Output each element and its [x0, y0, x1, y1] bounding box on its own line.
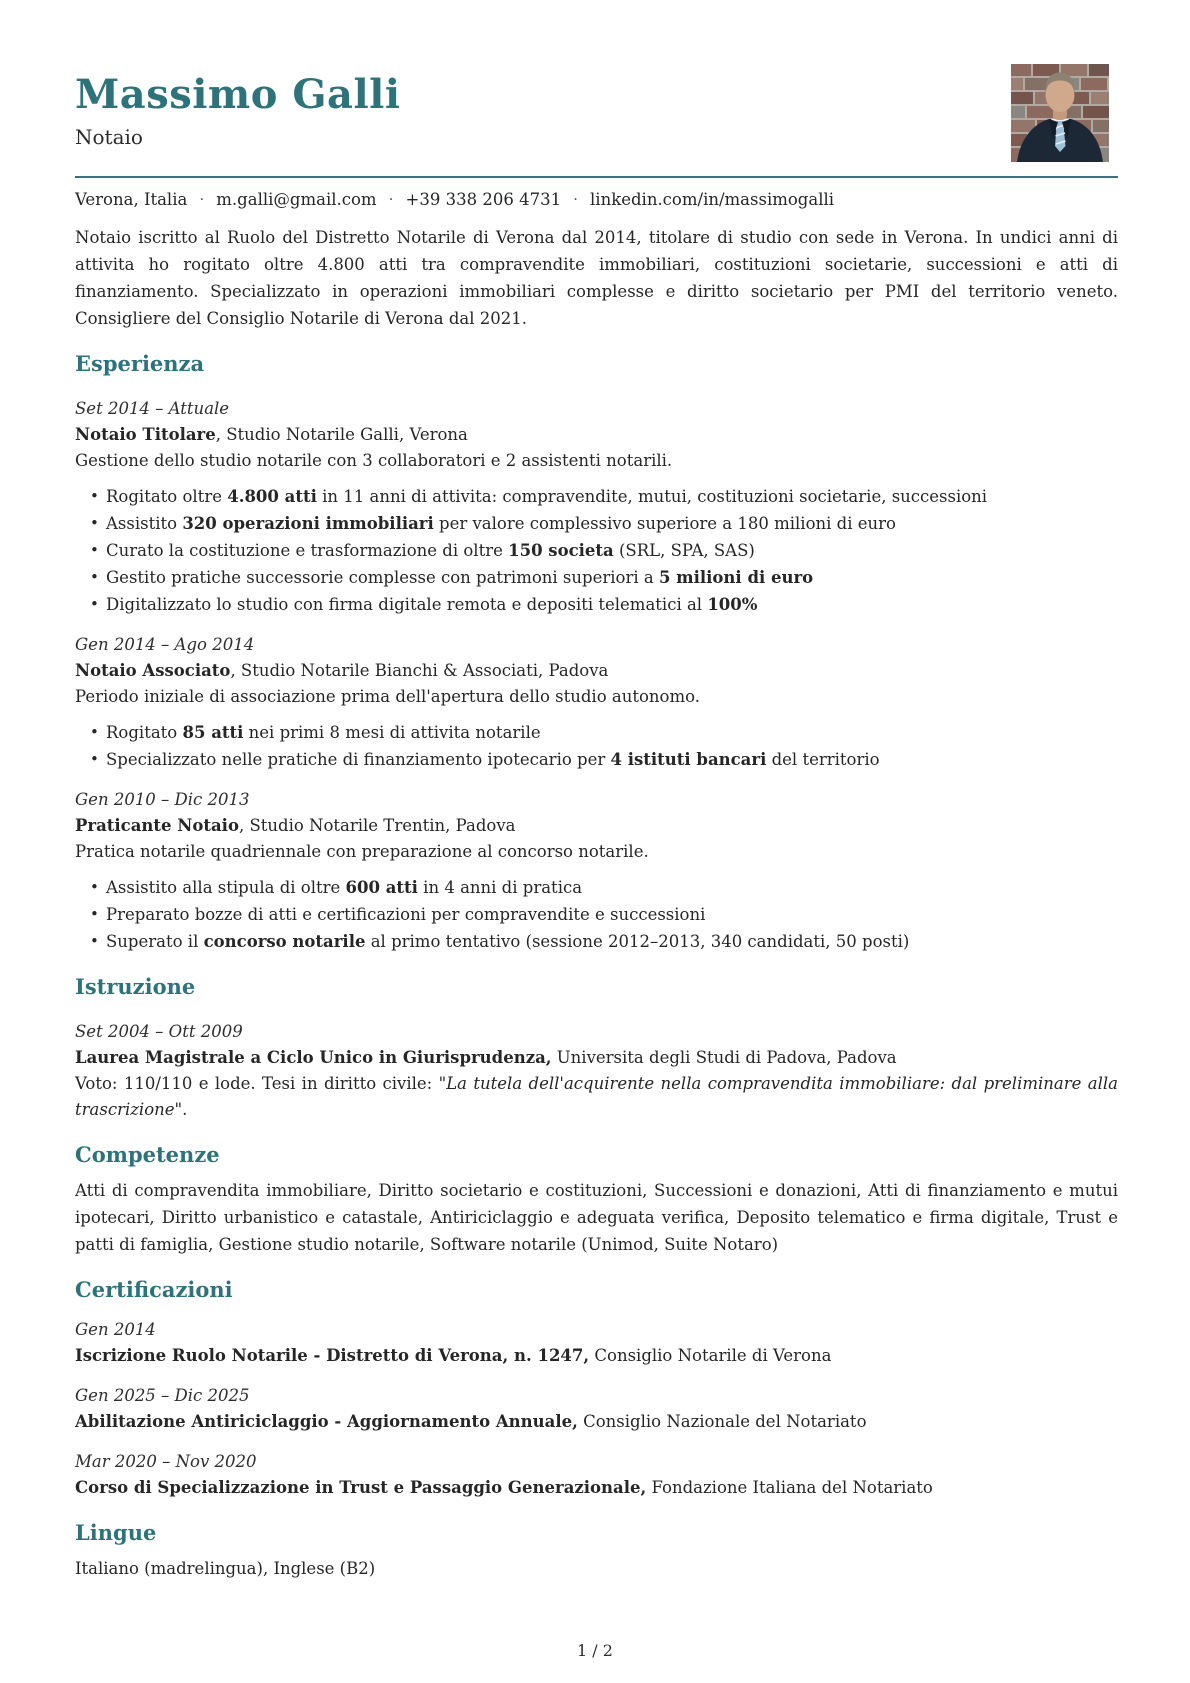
highlight-item: • Rogitato oltre 4.800 atti in 11 anni di attivita: compravendite, mutui, costituzioni societarie, successioni	[106, 483, 1118, 510]
profile-photo	[1011, 64, 1109, 162]
experience-1-title: Notaio Titolare, Studio Notarile Galli, Verona	[75, 425, 468, 444]
section-heading-lingue: Lingue	[75, 1520, 157, 1545]
person-name: Massimo Galli	[75, 71, 401, 118]
certification-1-dates: Gen 2014	[75, 1320, 156, 1339]
highlight-item: • Rogitato 85 atti nei primi 8 mesi di attivita notarile	[106, 719, 1118, 746]
languages-paragraph: Italiano (madrelingua), Inglese (B2)	[75, 1559, 376, 1578]
certification-item-3	[75, 1449, 1118, 1501]
section-heading-istruzione: Istruzione	[75, 974, 196, 999]
contact-separator: ·	[199, 192, 205, 208]
education-dates: Set 2004 – Ott 2009	[75, 1022, 243, 1041]
highlight-item: • Digitalizzato lo studio con firma digitale remota e depositi telematici al 100%	[106, 591, 1118, 618]
experience-3-description: Pratica notarile quadriennale con preparazione al concorso notarile.	[75, 842, 649, 861]
experience-2-dates: Gen 2014 – Ago 2014	[75, 635, 255, 654]
contact-line	[75, 187, 1118, 213]
contact-phone: +39 338 206 4731	[405, 190, 562, 209]
summary-paragraph: Notaio iscritto al Ruolo del Distretto Notarile di Verona dal 2014, titolare di studio con sede in Verona. In undici anni di attivita ho rogitato oltre 4.800 atti tra compravendite immobiliari, costituzioni societarie, successioni e atti di finanziamento. Specializzato in operazioni immobiliari complesse e diritto societario per PMI del territorio veneto. Consigliere del Consiglio Notarile di Verona dal 2021.	[75, 228, 1118, 328]
experience-2-title: Notaio Associato, Studio Notarile Bianchi & Associati, Padova	[75, 661, 609, 680]
experience-entry-1	[75, 422, 1118, 618]
contact-separator: ·	[388, 192, 394, 208]
contact-email[interactable]: m.galli@gmail.com	[216, 190, 377, 209]
section-heading-certificazioni: Certificazioni	[75, 1277, 233, 1302]
highlight-item: • Preparato bozze di atti e certificazioni per compravendite e successioni	[106, 901, 1118, 928]
highlight-item: • Gestito pratiche successorie complesse con patrimoni superiori a 5 milioni di euro	[106, 564, 1118, 591]
contact-location: Verona, Italia	[75, 190, 188, 209]
experience-3-dates: Gen 2010 – Dic 2013	[75, 790, 250, 809]
person-job-title: Notaio	[75, 125, 143, 149]
header-divider	[75, 176, 1118, 178]
experience-2-description: Periodo iniziale di associazione prima dell'apertura dello studio autonomo.	[75, 687, 701, 706]
education-title: Laurea Magistrale a Ciclo Unico in Giurisprudenza, Universita degli Studi di Padova, Padova	[75, 1048, 897, 1067]
portrait-photo-image	[1011, 64, 1109, 162]
header	[75, 72, 1118, 150]
highlight-item: • Assistito 320 operazioni immobiliari per valore complessivo superiore a 180 milioni di euro	[106, 510, 1118, 537]
contact-linkedin[interactable]: linkedin.com/in/massimogalli	[590, 190, 835, 209]
certification-item-2	[75, 1383, 1118, 1435]
education-entry	[75, 1045, 1118, 1123]
experience-entry-3	[75, 813, 1118, 955]
section-heading-esperienza: Esperienza	[75, 351, 205, 376]
experience-1-dates: Set 2014 – Attuale	[75, 399, 230, 418]
certification-3-title: Corso di Specializzazione in Trust e Passaggio Generazionale, Fondazione Italiana del Notariato	[75, 1478, 933, 1497]
certification-3-dates: Mar 2020 – Nov 2020	[75, 1452, 257, 1471]
certification-2-dates: Gen 2025 – Dic 2025	[75, 1386, 250, 1405]
highlight-item: • Assistito alla stipula di oltre 600 atti in 4 anni di pratica	[106, 874, 1118, 901]
experience-1-highlights	[75, 483, 1118, 618]
page-number: 1 / 2	[577, 1641, 613, 1660]
certification-1-title: Iscrizione Ruolo Notarile - Distretto di Verona, n. 1247, Consiglio Notarile di Verona	[75, 1346, 832, 1365]
section-heading-competenze: Competenze	[75, 1142, 220, 1167]
experience-entry-2	[75, 658, 1118, 773]
certification-2-title: Abilitazione Antiriciclaggio - Aggiornamento Annuale, Consiglio Nazionale del Notariato	[75, 1412, 867, 1431]
highlight-item: • Superato il concorso notarile al primo tentativo (sessione 2012–2013, 340 candidati, 50 posti)	[106, 928, 1118, 955]
contact-separator: ·	[573, 192, 578, 208]
experience-2-highlights	[75, 719, 1118, 773]
skills-paragraph: Atti di compravendita immobiliare, Diritto societario e costituzioni, Successioni e donazioni, Atti di finanziamento e mutui ipotecari, Diritto urbanistico e catastale, Antiriciclaggio e adeguata verifica, Deposito telematico e firma digitale, Trust e patti di famiglia, Gestione studio notarile, Software notarile (Unimod, Suite Notaro)	[75, 1181, 1118, 1254]
certification-item-1	[75, 1317, 1118, 1369]
experience-3-title: Praticante Notaio, Studio Notarile Trentin, Padova	[75, 816, 516, 835]
highlight-item: • Specializzato nelle pratiche di finanziamento ipotecario per 4 istituti bancari del territorio	[106, 746, 1118, 773]
experience-3-highlights	[75, 874, 1118, 955]
experience-1-description: Gestione dello studio notarile con 3 collaboratori e 2 assistenti notarili.	[75, 451, 673, 470]
highlight-item: • Curato la costituzione e trasformazione di oltre 150 societa (SRL, SPA, SAS)	[106, 537, 1118, 564]
education-detail: Voto: 110/110 e lode. Tesi in diritto civile: "La tutela dell'acquirente nella compravendita immobiliare: dal preliminare alla trascrizione".	[75, 1074, 1118, 1119]
